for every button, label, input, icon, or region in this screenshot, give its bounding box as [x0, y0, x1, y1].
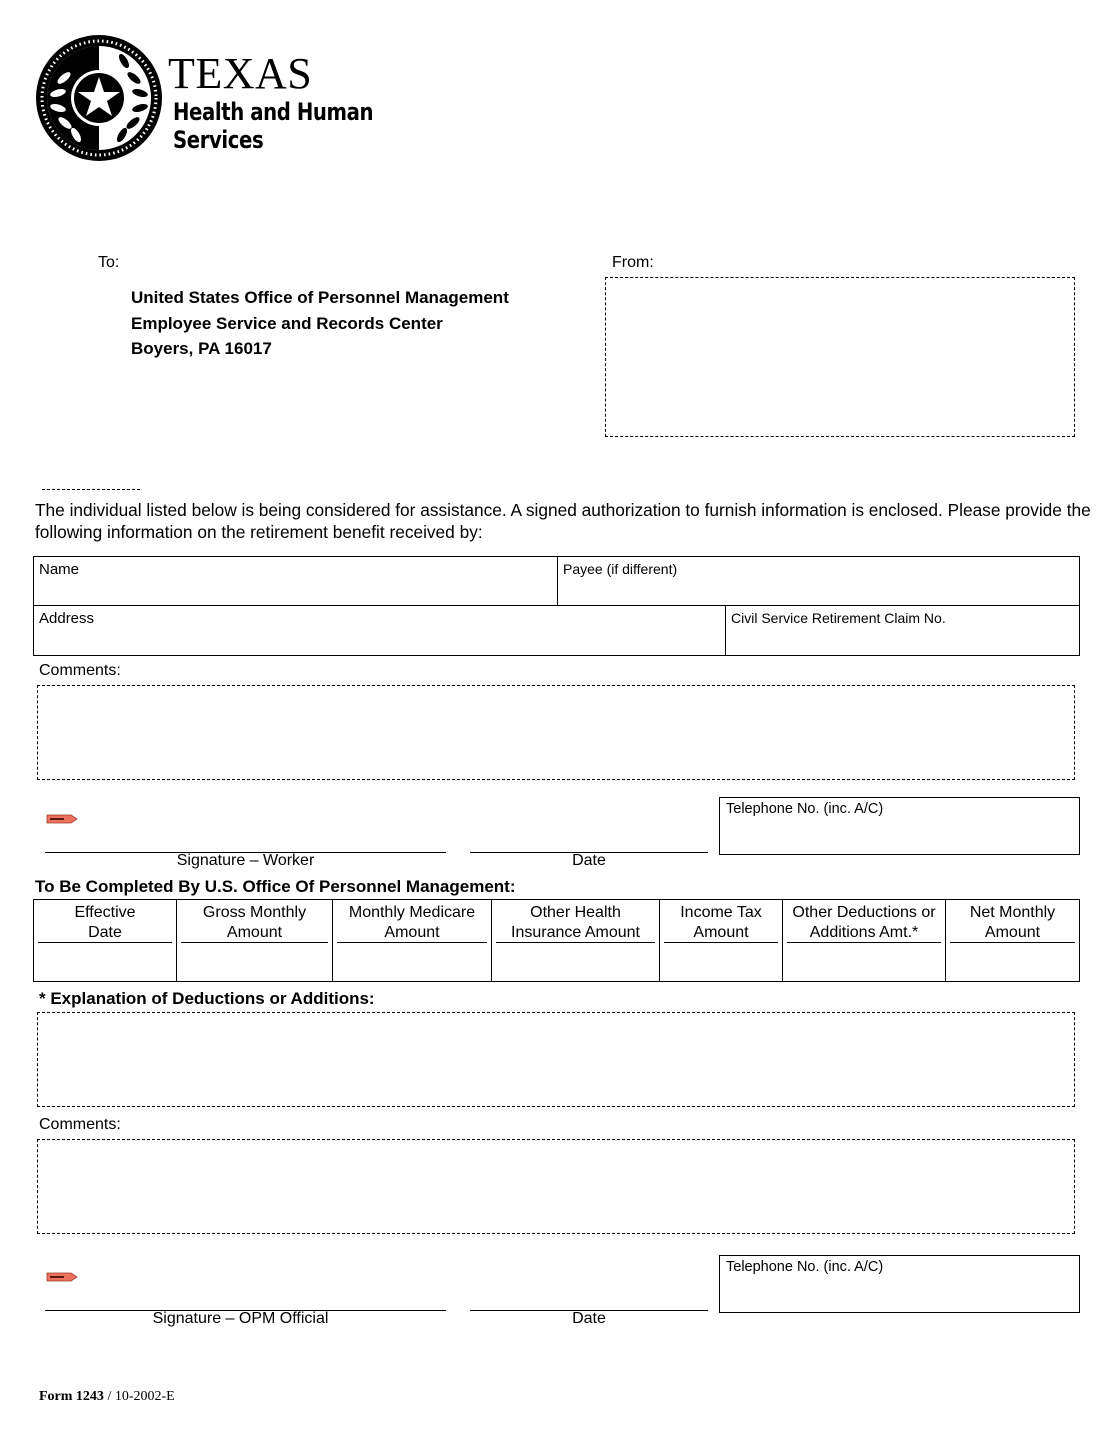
worker-telephone-label: Telephone No. (inc. A/C) [726, 801, 884, 817]
address-field[interactable] [34, 606, 725, 655]
logo-title: TEXAS [168, 49, 313, 98]
to-address-line: United States Office of Personnel Management [131, 288, 509, 307]
opm-column-income-tax[interactable] [659, 900, 782, 981]
opm-comments-field[interactable] [37, 1139, 1075, 1234]
opm-comments-label: Comments: [39, 1116, 121, 1133]
opm-telephone-label: Telephone No. (inc. A/C) [726, 1259, 884, 1275]
opm-date-caption: Date [572, 1310, 606, 1327]
opm-signature-caption: Signature – OPM Official [152, 1310, 329, 1327]
logo-subtitle [173, 98, 373, 154]
form-footer [39, 1389, 175, 1405]
to-label: To: [98, 254, 120, 271]
divider [42, 489, 140, 490]
column-header [496, 903, 655, 943]
worker-comments-label: Comments: [39, 662, 121, 679]
opm-column-medicare[interactable] [332, 900, 491, 981]
column-header [337, 903, 487, 943]
column-header-line: Other Health [530, 904, 621, 921]
column-header-line: Amount [693, 924, 749, 941]
intro-text: The individual listed below is being considered for assistance. A signed authorization to furnish information is enclosed. Please provide the following information on the retirement benefit received by: [35, 500, 1091, 542]
opm-column-other-deductions[interactable] [782, 900, 945, 981]
worker-date-caption: Date [572, 852, 606, 869]
logo-subtitle-line1: Health and Human [173, 98, 374, 126]
worker-signature-caption: Signature – Worker [176, 852, 315, 869]
column-header [950, 903, 1075, 943]
claim-number-label: Civil Service Retirement Claim No. [731, 610, 946, 626]
to-address-line: Employee Service and Records Center [131, 313, 443, 333]
to-address [131, 285, 509, 362]
to-address-line: Boyers, PA 16017 [131, 339, 272, 358]
column-header-line: Additions Amt.* [809, 924, 919, 941]
explanation-field[interactable] [37, 1012, 1075, 1107]
opm-column-effective-date[interactable] [34, 900, 176, 981]
column-header-line: Income Tax [680, 904, 762, 921]
from-label: From: [612, 254, 654, 271]
claim-number-field[interactable] [725, 606, 1079, 655]
sign-here-icon[interactable] [46, 1272, 78, 1282]
column-header-line: Insurance Amount [511, 924, 640, 941]
column-header-line: Amount [384, 924, 440, 941]
column-header-line: Monthly Medicare [348, 904, 476, 921]
payee-field[interactable] [557, 557, 1079, 605]
from-field[interactable] [605, 277, 1075, 437]
opm-column-net-monthly[interactable] [945, 900, 1079, 981]
column-header-line: Gross Monthly [202, 904, 307, 921]
column-header [664, 903, 778, 943]
column-header [181, 903, 328, 943]
worker-comments-field[interactable] [37, 685, 1075, 780]
recipient-fields [33, 556, 1080, 656]
opm-column-gross-monthly[interactable] [176, 900, 332, 981]
column-header-line: Date [88, 924, 122, 941]
name-label: Name [39, 561, 80, 578]
address-label: Address [39, 610, 95, 627]
form-revision: / 10-2002-E [103, 1389, 175, 1404]
explanation-heading: * Explanation of Deductions or Additions: [39, 989, 375, 1008]
column-header [787, 903, 941, 943]
column-header [38, 903, 172, 943]
opm-column-other-health[interactable] [491, 900, 659, 981]
worker-telephone-field[interactable] [719, 797, 1080, 855]
payee-label: Payee (if different) [563, 561, 678, 577]
form-number: Form 1243 [39, 1389, 104, 1404]
opm-section-heading: To Be Completed By U.S. Office Of Personnel Management: [35, 877, 516, 896]
texas-seal-icon [34, 33, 164, 163]
column-header-line: Amount [226, 924, 283, 941]
column-header-line: Effective [74, 904, 136, 921]
column-header-line: Net Monthly [969, 904, 1056, 921]
column-header-line: Amount [984, 924, 1041, 941]
opm-benefits-table [33, 899, 1080, 982]
logo-subtitle-line2: Services [173, 126, 264, 154]
name-field[interactable] [34, 557, 557, 605]
sign-here-icon[interactable] [46, 814, 78, 824]
column-header-line: Other Deductions or [792, 904, 936, 921]
opm-telephone-field[interactable] [719, 1255, 1080, 1313]
